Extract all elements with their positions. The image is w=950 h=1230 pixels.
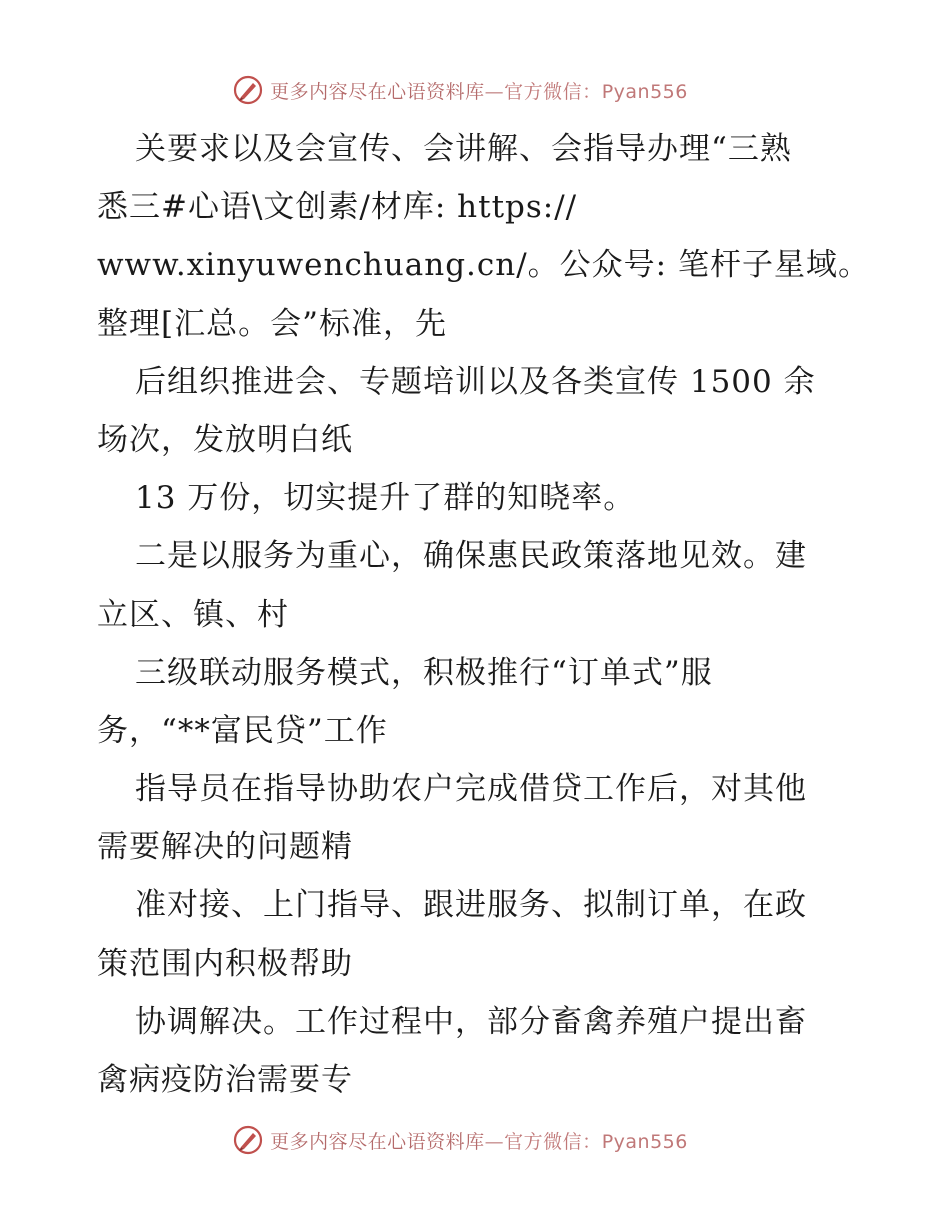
watermark-separator: — [484, 80, 505, 103]
watermark-site: 更多内容尽在心语资料库 [270, 80, 485, 103]
pen-logo-icon [232, 1124, 264, 1156]
text-line: www.xinyuwenchuang.cn/。公众号: 笔杆子星域。 [97, 247, 870, 284]
watermark-wechat-label: 官方微信： [504, 1130, 602, 1153]
text-line: 关要求以及会宣传、会讲解、会指导办理“三熟 [135, 131, 792, 167]
pen-logo-icon [232, 74, 264, 106]
text-line: 三级联动服务模式，积极推行“订单式”服 [135, 654, 713, 691]
text-line: 准对接、上门指导、跟进服务、拟制订单，在政 [135, 887, 807, 924]
text-line: 后组织推进会、专题培训以及各类宣传 1500 余 [135, 363, 816, 400]
watermark-wechat-id: Pyan556 [601, 80, 688, 103]
text-line: 需要解决的问题精 [97, 829, 353, 866]
text-line: 策范围内积极帮助 [97, 945, 353, 982]
watermark-wechat-label: 官方微信： [504, 80, 602, 103]
document-body [97, 120, 870, 1109]
text-line: 二是以服务为重心，确保惠民政策落地见效。建 [135, 538, 807, 575]
watermark-wechat-id: Pyan556 [601, 1130, 688, 1153]
text-line: 禽病疫防治需要专 [97, 1062, 353, 1098]
watermark-site: 更多内容尽在心语资料库 [270, 1130, 485, 1153]
text-line: 立区、镇、村 [97, 596, 289, 633]
watermark-header [0, 70, 950, 110]
watermark-text [270, 1127, 688, 1154]
text-line: 场次，发放明白纸 [97, 421, 353, 458]
text-line: 指导员在指导协助农户完成借贷工作后，对其他 [135, 771, 807, 808]
text-line: 务，“**富民贷”工作 [97, 712, 388, 749]
watermark-footer [0, 1120, 950, 1160]
watermark-separator: — [484, 1130, 505, 1153]
watermark-text [270, 77, 688, 104]
text-line: 整理[汇总。会”标准，先 [97, 305, 447, 342]
text-line: 协调解决。工作过程中，部分畜禽养殖户提出畜 [135, 1003, 807, 1040]
text-line: 悉三#心语\文创素/材库: https:// [97, 189, 578, 226]
text-line: 13 万份，切实提升了群的知晓率。 [135, 480, 636, 517]
